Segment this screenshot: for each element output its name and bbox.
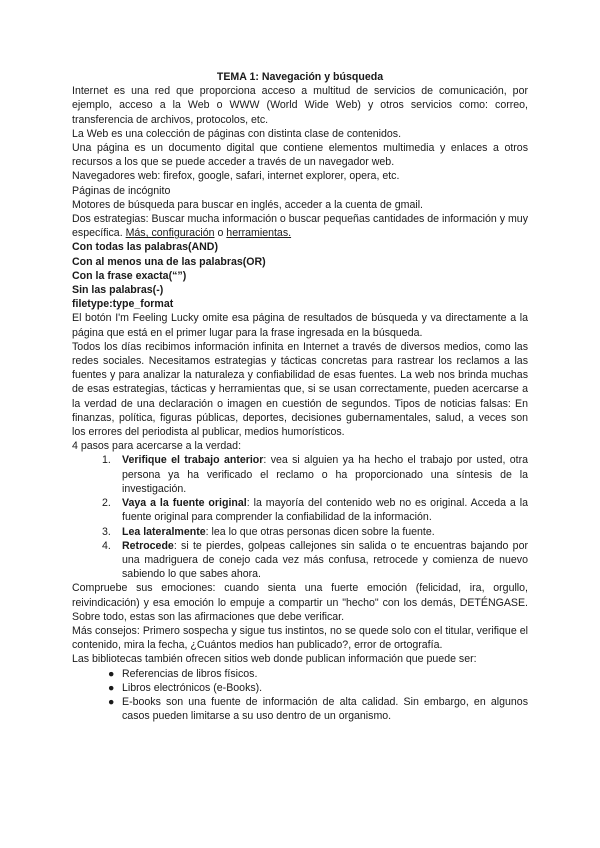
step-number: 3. xyxy=(102,525,111,538)
list-item xyxy=(110,681,528,695)
link-mas-configuracion[interactable]: Más, configuración xyxy=(125,227,215,240)
step-text: : vea si alguien ya ha hecho el trabajo por usted, otra persona ya ha verificado el reclamo o ha proporcionado una síntesis de la investigación. xyxy=(122,454,529,495)
paragraph-pasos-intro: 4 pasos para acercarse a la verdad: xyxy=(72,440,242,453)
paragraph-informacion: Todos los días recibimos información infinita en Internet a través de diversos medios, como las redes sociales. Necesitamos estrategias y tácticas concretas para rastrear los reclamos a las fuentes y para analizar la naturaleza y confiabilidad de esas fuentes. La web nos brinda muchas de esas estrategias, tácticas y herramientas que, si se usan correctamente, pueden acercarse a la verdad de una declaración o imagen en cuestión de segundos. Tipos de noticias falsas: En finanzas, política, figuras públicas, deportes, decisiones gubernamentales, salud, a veces son los errores del periodista al publicar, medios humorísticos. xyxy=(72,340,528,439)
list-item xyxy=(110,667,528,681)
step-text: : lea lo que otras personas dicen sobre la fuente. xyxy=(205,525,435,538)
steps-list xyxy=(72,453,528,581)
paragraph-estrategias xyxy=(72,212,528,240)
paragraph-consejos: Más consejos: Primero sospecha y sigue tus instintos, no se quede solo con el titular, verifique el contenido, mira la fecha, ¿Cuántos medios han publicado?, error de ortografía. xyxy=(72,624,528,652)
paragraph-motores: Motores de búsqueda para buscar en inglés, acceder a la cuenta de gmail. xyxy=(72,198,423,211)
bullet-text: Libros electrónicos (e-Books). xyxy=(122,681,263,694)
bullet-icon: ● xyxy=(108,695,115,708)
operator-exclude: Sin las palabras(-) xyxy=(72,284,164,297)
operator-exact-phrase: Con la frase exacta(“”) xyxy=(72,269,187,282)
bullet-text: Referencias de libros físicos. xyxy=(122,667,258,680)
step-text: : la mayoría del contenido web no es original. Acceda a la fuente original para comprender la confiabilidad de la información. xyxy=(122,497,528,524)
estrategias-text: Dos estrategias: Buscar mucha información o buscar pequeñas cantidades de información y muy específica. xyxy=(72,213,528,240)
step-number: 1. xyxy=(102,454,111,467)
list-item xyxy=(102,525,528,539)
document-title: TEMA 1: Navegación y búsqueda xyxy=(216,71,384,83)
link-herramientas[interactable]: herramientas. xyxy=(226,227,292,240)
step-text: : si te pierdes, golpeas callejones sin salida o te encuentras bajando por una madriguera de conejo cada vez más confusa, retrocede y comienza de nuevo sabiendo lo que sabes ahora. xyxy=(122,539,528,581)
paragraph-feeling-lucky: El botón I'm Feeling Lucky omite esa página de resultados de búsqueda y va directamente a la página que está en el primer lugar para la frase ingresada en la búsqueda. xyxy=(72,312,528,339)
estrategias-connector: o xyxy=(214,227,227,240)
operator-filetype: filetype:type_format xyxy=(72,298,174,311)
list-item xyxy=(102,453,529,496)
paragraph-web: La Web es una colección de páginas con distinta clase de contenidos. xyxy=(72,127,402,140)
step-title: Retrocede xyxy=(122,539,174,552)
operator-or: Con al menos una de las palabras(OR) xyxy=(72,255,266,268)
operator-and: Con todas las palabras(AND) xyxy=(72,241,218,254)
bullet-text: E-books son una fuente de información de alta calidad. Sin embargo, en algunos casos pueden limitarse a su uso dentro de un organismo. xyxy=(122,695,528,723)
list-item xyxy=(110,695,528,723)
document-page xyxy=(72,70,528,723)
paragraph-internet: Internet es una red que proporciona acceso a multitud de servicios de comunicación, por ejemplo, acceso a la Web o WWW (World Wide Web) y otros servicios como: correo, transferencia de archivos, protocolos, etc. xyxy=(72,85,528,126)
bullet-icon: ● xyxy=(108,681,115,694)
step-title: Vaya a la fuente original xyxy=(122,497,247,510)
list-item xyxy=(102,496,528,524)
paragraph-navegadores: Navegadores web: firefox, google, safari, internet explorer, opera, etc. xyxy=(72,170,400,183)
paragraph-bibliotecas: Las bibliotecas también ofrecen sitios web donde publican información que puede ser: xyxy=(72,653,477,666)
step-title: Verifique el trabajo anterior xyxy=(122,454,264,467)
paragraph-pagina: Una página es un documento digital que contiene elementos multimedia y enlaces a otros recursos a los que se puede acceder a través de un navegador web. xyxy=(72,142,528,169)
step-number: 4. xyxy=(102,539,111,552)
paragraph-incognito: Páginas de incógnito xyxy=(72,184,171,197)
step-number: 2. xyxy=(102,497,111,510)
list-item xyxy=(102,539,528,582)
bullet-icon: ● xyxy=(108,667,115,680)
resources-list xyxy=(72,667,528,724)
paragraph-emociones: Compruebe sus emociones: cuando sienta una fuerte emoción (felicidad, ira, orgullo, reivindicación) y esa emoción lo empuje a compartir un "hecho" con los demás, DETÉNGASE. Sobre todo, estas son las afirmaciones que debe verificar. xyxy=(72,582,528,623)
step-title: Lea lateralmente xyxy=(122,525,206,538)
